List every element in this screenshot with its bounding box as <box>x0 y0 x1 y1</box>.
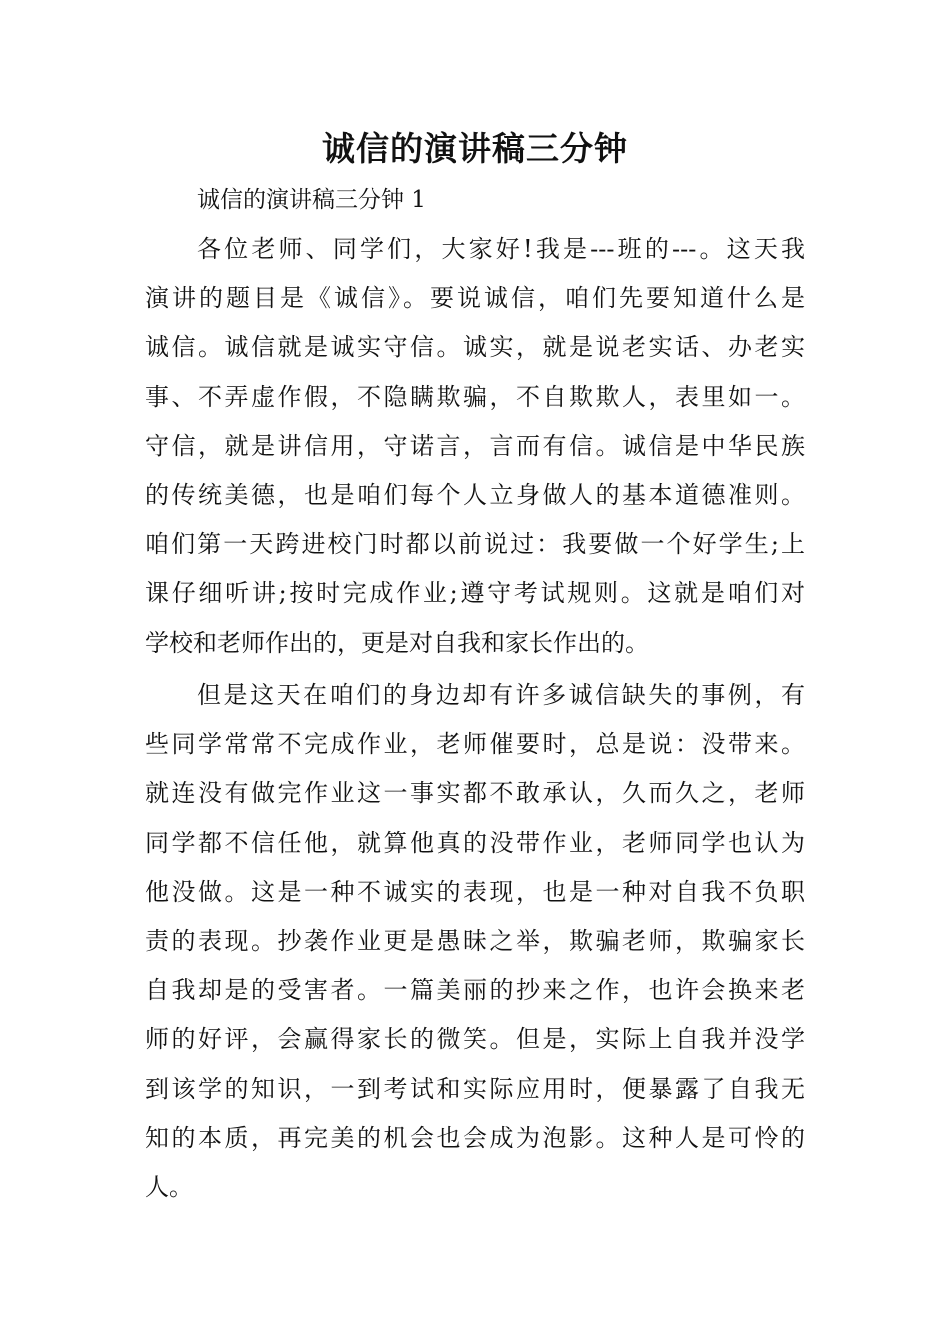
paragraph-line: 课仔细听讲;按时完成作业;遵守考试规则。这就是咱们对 <box>145 579 805 608</box>
paragraph-line: 同学都不信任他，就算他真的没带作业，老师同学也认为 <box>145 828 805 857</box>
paragraph-line: 守信，就是讲信用，守诺言，言而有信。诚信是中华民族 <box>145 431 805 460</box>
paragraph-line: 的传统美德，也是咱们每个人立身做人的基本道德准则。 <box>145 480 805 509</box>
paragraph-line: 演讲的题目是《诚信》。要说诚信，咱们先要知道什么是 <box>145 284 805 313</box>
paragraph-line: 自我却是的受害者。一篇美丽的抄来之作，也许会换来老 <box>145 976 805 1005</box>
paragraph-line: 事、不弄虚作假，不隐瞒欺骗，不自欺欺人，表里如一。 <box>145 382 805 411</box>
paragraph-line: 师的好评，会赢得家长的微笑。但是，实际上自我并没学 <box>145 1025 805 1054</box>
section-heading: 诚信的演讲稿三分钟 1 <box>197 187 426 213</box>
paragraph-line: 责的表现。抄袭作业更是愚昧之举，欺骗老师，欺骗家长 <box>145 926 805 955</box>
paragraph-line: 知的本质，再完美的机会也会成为泡影。这种人是可怜的 <box>145 1123 805 1152</box>
paragraph-line: 些同学常常不完成作业，老师催要时，总是说：没带来。 <box>145 730 805 759</box>
paragraph-1 <box>145 225 805 668</box>
paragraph-line: 到该学的知识，一到考试和实际应用时，便暴露了自我无 <box>145 1074 805 1103</box>
paragraph-line: 诚信。诚信就是诚实守信。诚实，就是说老实话、办老实 <box>145 333 805 362</box>
paragraph-line: 人。 <box>145 1172 193 1201</box>
paragraph-2 <box>145 671 805 1212</box>
paragraph-line: 他没做。这是一种不诚实的表现，也是一种对自我不负职 <box>145 877 805 906</box>
document-title: 诚信的演讲稿三分钟 <box>322 129 628 168</box>
paragraph-line: 就连没有做完作业这一事实都不敢承认，久而久之，老师 <box>145 779 805 808</box>
paragraph-line: 各位老师、同学们，大家好!我是---班的---。这天我 <box>197 235 805 263</box>
paragraph-line: 学校和老师作出的，更是对自我和家长作出的。 <box>145 628 649 657</box>
paragraph-line: 但是这天在咱们的身边却有许多诚信缺失的事例，有 <box>197 681 805 709</box>
paragraph-line: 咱们第一天跨进校门时都以前说过：我要做一个好学生;上 <box>145 530 805 559</box>
